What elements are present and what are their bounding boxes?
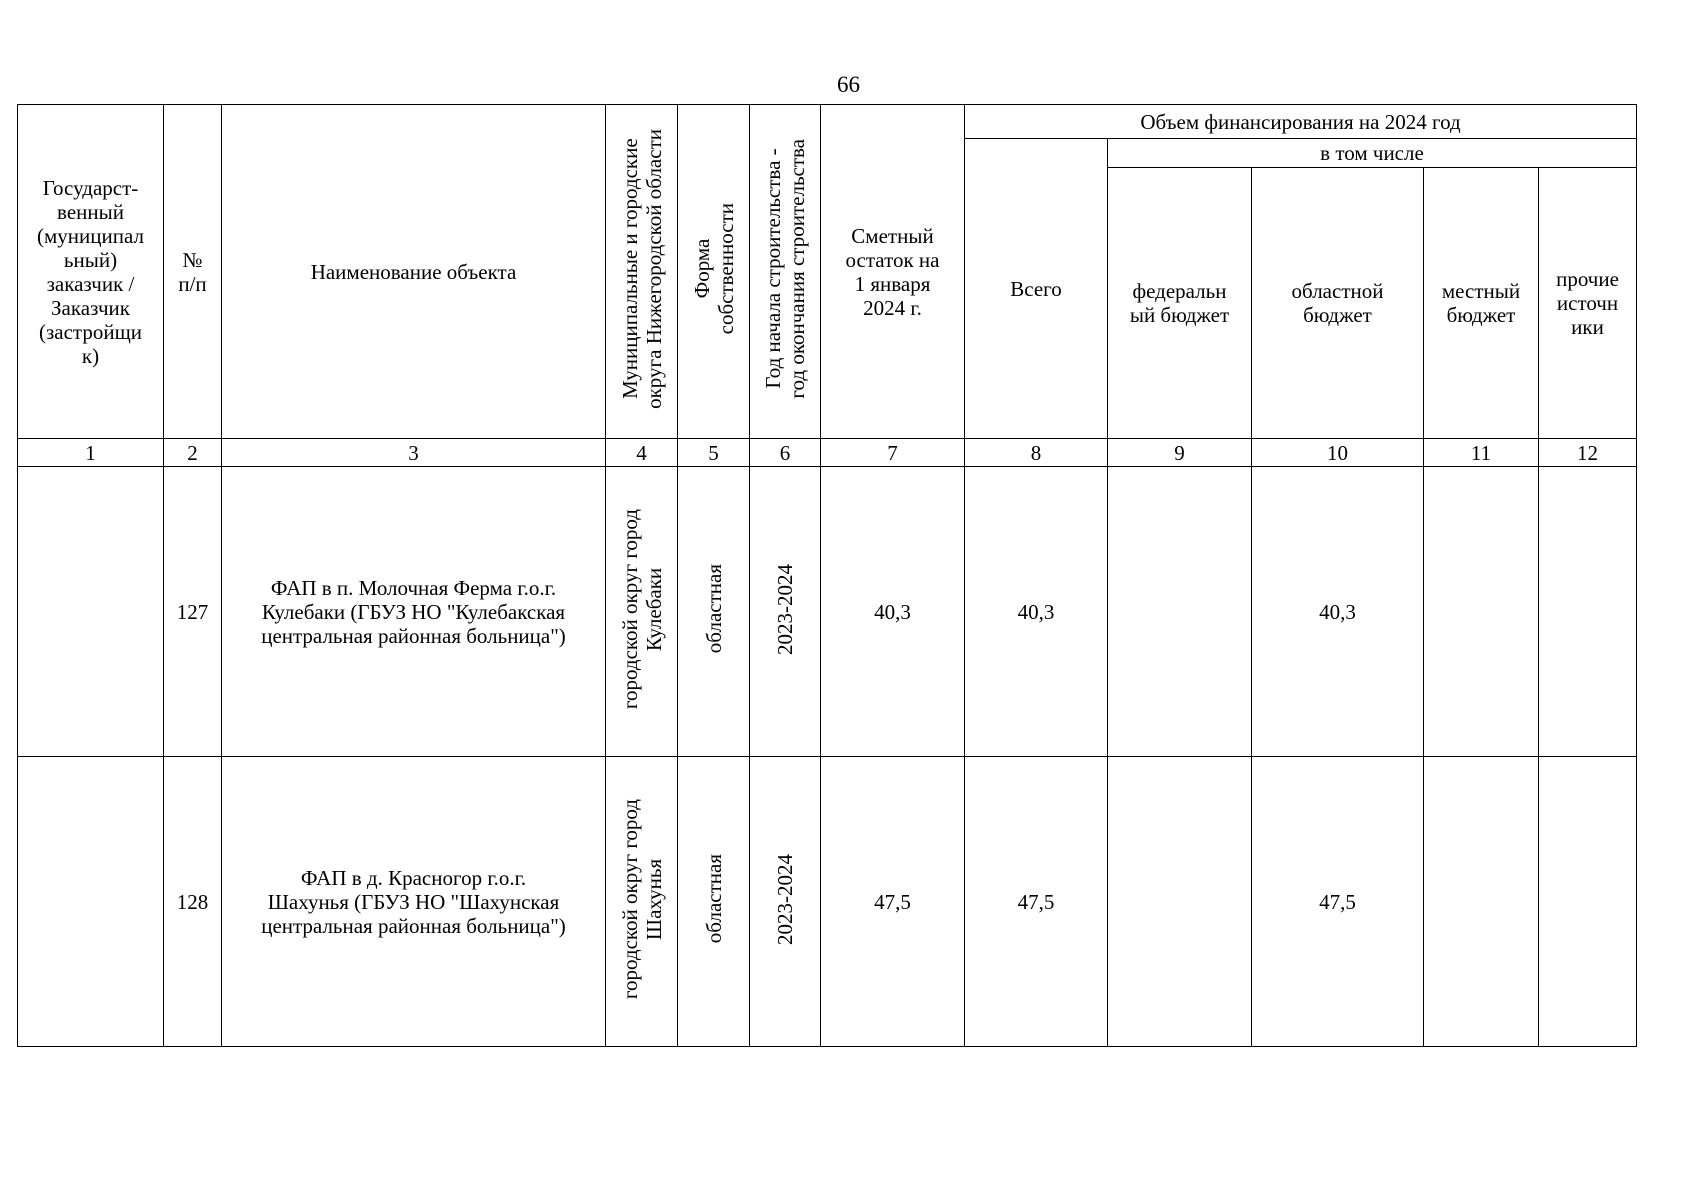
table-row bbox=[18, 757, 1637, 1047]
column-number: 9 bbox=[1108, 439, 1252, 467]
column-number: 12 bbox=[1539, 439, 1637, 467]
column-number: 3 bbox=[222, 439, 606, 467]
cell-customer bbox=[18, 757, 164, 1047]
header-other bbox=[1539, 168, 1637, 439]
cell-local bbox=[1424, 467, 1539, 757]
cell-customer bbox=[18, 467, 164, 757]
page-number: 66 bbox=[837, 72, 860, 97]
cell-municipal-text: городской округ город Шахунья bbox=[617, 798, 666, 1000]
header-years-text: Год начала строительства - год окончания строительства bbox=[761, 139, 809, 399]
cell-regional: 40,3 bbox=[1252, 467, 1424, 757]
table-row bbox=[18, 467, 1637, 757]
header-ownership bbox=[678, 105, 750, 439]
header-local bbox=[1424, 168, 1539, 439]
cell-years bbox=[750, 467, 821, 757]
column-number: 10 bbox=[1252, 439, 1424, 467]
header-object-name: Наименование объекта bbox=[222, 105, 606, 439]
column-number: 4 bbox=[606, 439, 678, 467]
header-regional-text: областной бюджет bbox=[1291, 279, 1384, 327]
header-number-text: № п/п bbox=[178, 247, 207, 296]
cell-years bbox=[750, 757, 821, 1047]
header-number bbox=[164, 105, 222, 439]
cell-object-name-text: ФАП в п. Молочная Ферма г.о.г. Кулебаки (ГБУЗ НО "Кулебакская центральная районная больница") bbox=[261, 575, 566, 648]
cell-municipal-text: городской округ город Кулебаки bbox=[617, 508, 666, 710]
cell-other bbox=[1539, 757, 1637, 1047]
header-other-text: прочие источн ики bbox=[1556, 267, 1619, 339]
cell-object-name bbox=[222, 757, 606, 1047]
header-including: в том числе bbox=[1108, 139, 1637, 168]
cell-ownership bbox=[678, 757, 750, 1047]
header-estimate-text: Сметный остаток на 1 января 2024 г. bbox=[845, 223, 940, 320]
cell-regional: 47,5 bbox=[1252, 757, 1424, 1047]
header-local-text: местный бюджет bbox=[1441, 279, 1521, 327]
cell-federal bbox=[1108, 467, 1252, 757]
cell-local bbox=[1424, 757, 1539, 1047]
header-customer-text: Государст- венный (муниципал ьный) заказчик / Заказчик (застройщи к) bbox=[37, 175, 144, 368]
header-years bbox=[750, 105, 821, 439]
header-municipal bbox=[606, 105, 678, 439]
column-number: 5 bbox=[678, 439, 750, 467]
column-number: 8 bbox=[965, 439, 1108, 467]
column-number: 6 bbox=[750, 439, 821, 467]
cell-total: 40,3 bbox=[965, 467, 1108, 757]
cell-years-text: 2023-2024 bbox=[773, 563, 797, 655]
cell-estimate: 47,5 bbox=[821, 757, 965, 1047]
cell-ownership-text: областная bbox=[701, 854, 726, 944]
header-financing: Объем финансирования на 2024 год bbox=[965, 105, 1637, 139]
cell-ownership bbox=[678, 467, 750, 757]
cell-number: 128 bbox=[164, 757, 222, 1047]
column-number: 2 bbox=[164, 439, 222, 467]
cell-object-name bbox=[222, 467, 606, 757]
column-number-row bbox=[18, 439, 1637, 467]
column-number: 1 bbox=[18, 439, 164, 467]
header-total: Всего bbox=[965, 139, 1108, 439]
cell-other bbox=[1539, 467, 1637, 757]
cell-object-name-text: ФАП в д. Красногор г.о.г. Шахунья (ГБУЗ НО "Шахунская центральная районная больница") bbox=[261, 865, 566, 938]
header-municipal-text: Муниципальные и городские округа Нижегородской области bbox=[617, 129, 666, 409]
cell-ownership-text: областная bbox=[701, 564, 726, 654]
header-federal-text: федеральн ый бюджет bbox=[1129, 279, 1230, 327]
column-number: 7 bbox=[821, 439, 965, 467]
cell-federal bbox=[1108, 757, 1252, 1047]
header-ownership-text: Форма собственности bbox=[689, 203, 738, 335]
cell-municipal bbox=[606, 757, 678, 1047]
cell-number: 127 bbox=[164, 467, 222, 757]
cell-total: 47,5 bbox=[965, 757, 1108, 1047]
header-customer bbox=[18, 105, 164, 439]
investment-table bbox=[17, 104, 1637, 1047]
cell-municipal bbox=[606, 467, 678, 757]
cell-years-text: 2023-2024 bbox=[773, 853, 797, 945]
cell-estimate: 40,3 bbox=[821, 467, 965, 757]
header-regional bbox=[1252, 168, 1424, 439]
column-number: 11 bbox=[1424, 439, 1539, 467]
header-federal bbox=[1108, 168, 1252, 439]
header-estimate bbox=[821, 105, 965, 439]
